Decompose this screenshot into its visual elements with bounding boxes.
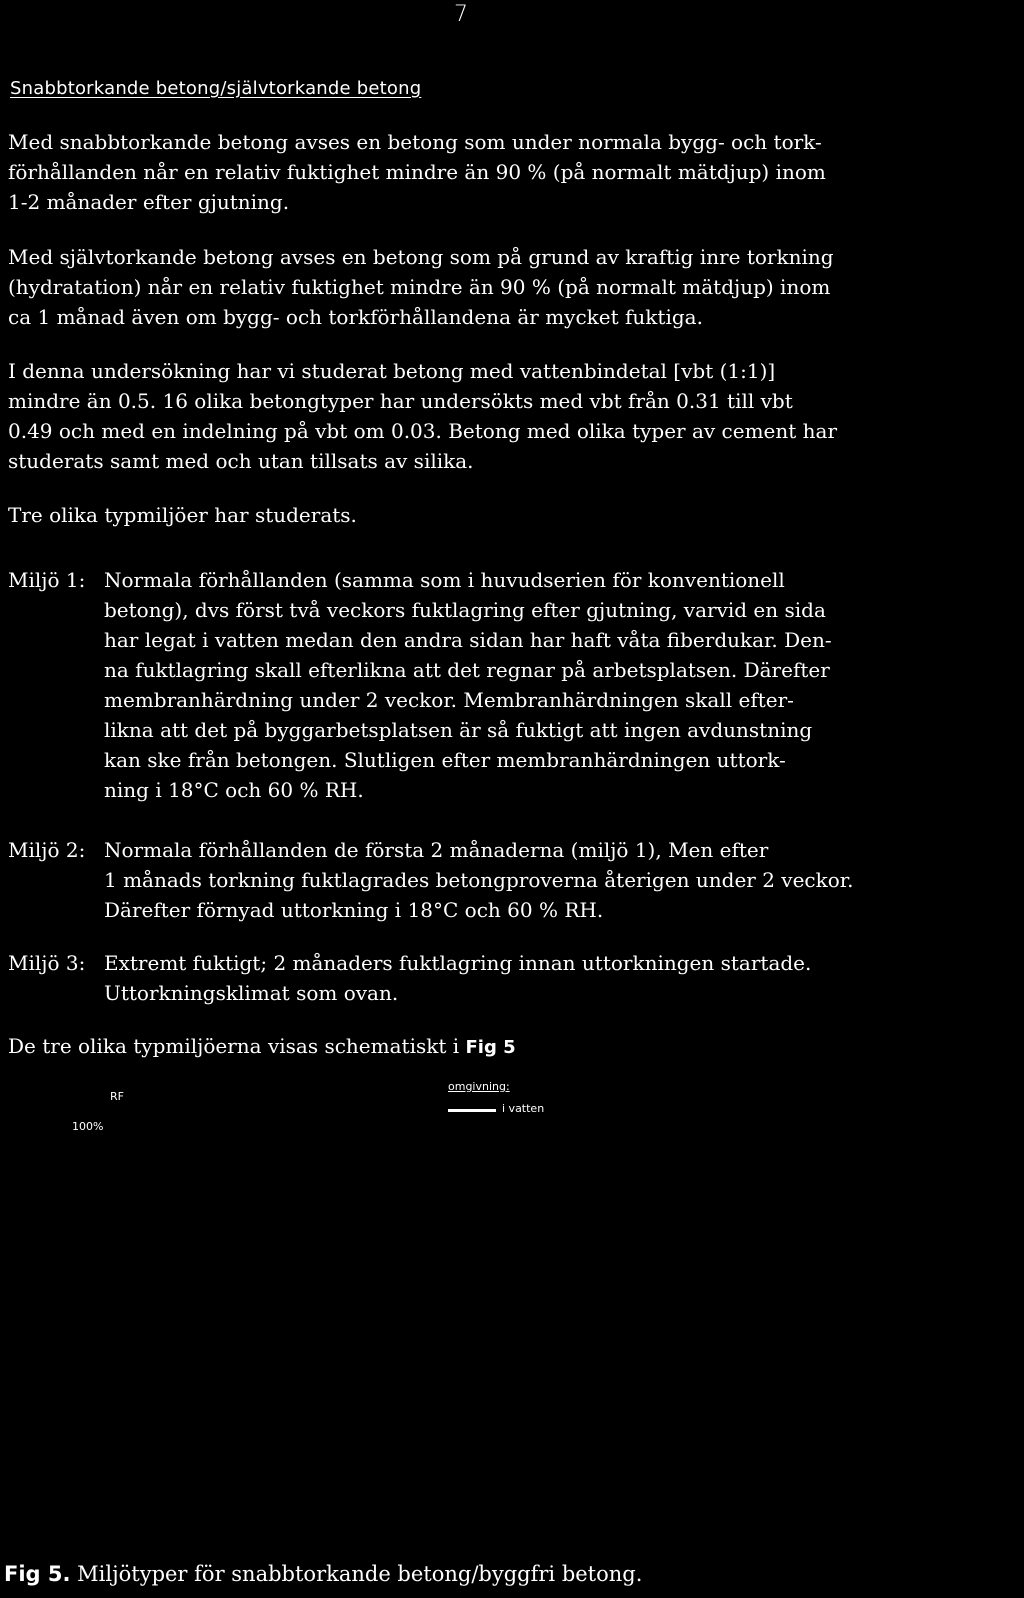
paragraph-line: Med snabbtorkande betong avses en betong som under normala bygg- och tork- (8, 130, 822, 154)
paragraph-line: mindre än 0.5. 16 olika betongtyper har undersökts med vbt från 0.31 till vbt (8, 389, 793, 413)
legend-line-swatch (448, 1109, 496, 1112)
figure-caption (4, 1562, 642, 1586)
paragraph-line: studerats samt med och utan tillsats av silika. (8, 449, 474, 473)
environment-line: Därefter förnyad uttorkning i 18°C och 60 % RH. (104, 898, 604, 922)
paragraph-snabbtorkande (8, 127, 1008, 217)
paragraph-sjalvtorkande (8, 242, 1008, 332)
environment-line: kan ske från betongen. Slutligen efter membranhärdningen uttork- (104, 748, 786, 772)
caption-text: Miljötyper för snabbtorkande betong/byggfri betong. (77, 1562, 643, 1586)
paragraph-line: 0.49 och med en indelning på vbt om 0.03. Betong med olika typer av cement har (8, 419, 838, 443)
environment-label: Miljö 3: (8, 951, 86, 975)
environment-line: na fuktlagring skall efterlikna att det regnar på arbetsplatsen. Därefter (104, 658, 830, 682)
figure-intro (8, 1031, 1008, 1063)
paragraph-undersokning (8, 356, 1008, 476)
environment-description (104, 565, 1004, 805)
caption-label: Fig 5. (4, 1562, 71, 1586)
environment-line: Normala förhållanden de första 2 månaderna (miljö 1), Men efter (104, 838, 769, 862)
environment-line: har legat i vatten medan den andra sidan har haft våta fiberdukar. Den- (104, 628, 832, 652)
environment-line: ning i 18°C och 60 % RH. (104, 778, 364, 802)
environment-line: Uttorkningsklimat som ovan. (104, 981, 399, 1005)
paragraph-line: (hydratation) når en relativ fuktighet mindre än 90 % (på normalt mätdjup) inom (8, 275, 831, 299)
environment-line: likna att det på byggarbetsplatsen är så fuktigt att ingen avdunstning (104, 718, 813, 742)
paragraph-line: Med självtorkande betong avses en betong som på grund av kraftig inre torkning (8, 245, 834, 269)
paragraph-typmiljoer: Tre olika typmiljöer har studerats. (8, 503, 357, 527)
paragraph-line: I denna undersökning har vi studerat betong med vattenbindetal [vbt (1:1)] (8, 359, 776, 383)
environment-line: betong), dvs först två veckors fuktlagring efter gjutning, varvid en sida (104, 598, 826, 622)
paragraph-line: ca 1 månad även om bygg- och torkförhållandena är mycket fuktiga. (8, 305, 703, 329)
legend-label: i vatten (502, 1102, 545, 1115)
environment-label: Miljö 1: (8, 568, 86, 592)
paragraph-line: förhållanden når en relativ fuktighet mindre än 90 % (på normalt mätdjup) inom (8, 160, 826, 184)
environment-description (104, 948, 1004, 1008)
paragraph-line: 1-2 månader efter gjutning. (8, 190, 290, 214)
section-heading: Snabbtorkande betong/självtorkande betong (10, 78, 422, 99)
environment-description (104, 835, 1004, 925)
environment-line: Extremt fuktigt; 2 månaders fuktlagring innan uttorkningen startade. (104, 951, 812, 975)
legend-title: omgivning: (448, 1080, 510, 1093)
y-axis-label: RF (110, 1090, 124, 1103)
figure-5 (0, 1070, 1024, 1560)
environment-line: membranhärdning under 2 veckor. Membranhärdningen skall efter- (104, 688, 794, 712)
figure-reference: Fig 5 (465, 1037, 516, 1058)
figure-intro-text: De tre olika typmiljöerna visas schematiskt i (8, 1034, 466, 1058)
page-number: 7 (454, 2, 468, 27)
environment-line: 1 månads torkning fuktlagrades betongproverna återigen under 2 veckor. (104, 868, 854, 892)
environment-label: Miljö 2: (8, 838, 86, 862)
y-axis-tick: 100% (72, 1120, 104, 1133)
environment-line: Normala förhållanden (samma som i huvudserien för konventionell (104, 568, 785, 592)
